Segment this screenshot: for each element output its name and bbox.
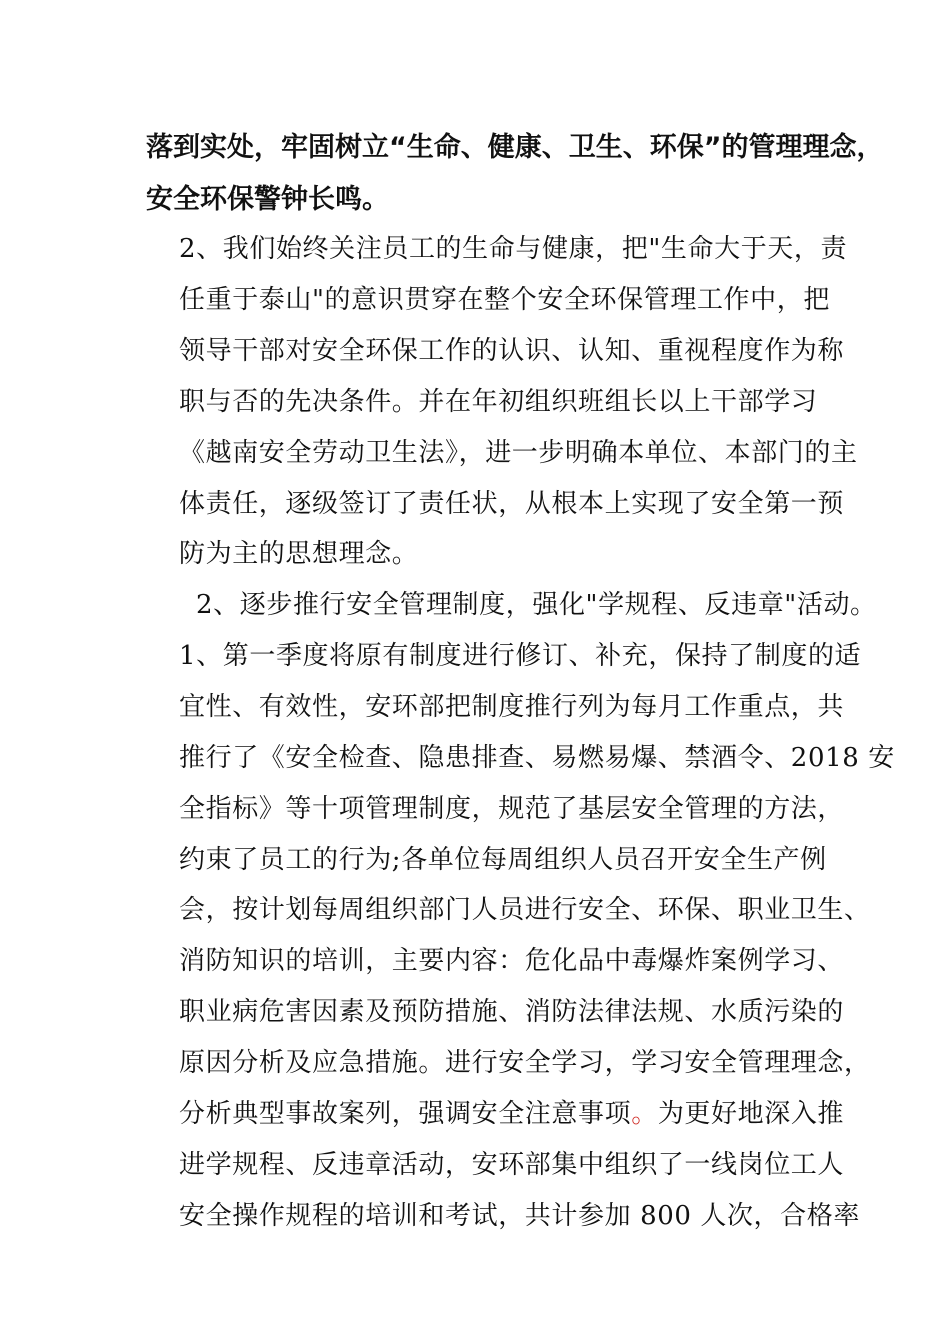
text-line-1: 落到实处，牢固树立“生命、健康、卫生、环保”的管理理念， [146, 132, 884, 163]
text-line-22: 安全操作规程的培训和考试，共计参加 800 人次，合格率 [179, 1201, 860, 1231]
text-line-14: 全指标》等十项管理制度，规范了基层安全管理的方法， [179, 794, 845, 824]
text-line-7: 《越南安全劳动卫生法》，进一步明确本单位、本部门的主 [179, 438, 858, 468]
text-line-3: 2、我们始终关注员工的生命与健康，把"生命大于天，责 [179, 234, 848, 264]
text-line-16: 会，按计划每周组织部门人员进行安全、环保、职业卫生、 [179, 895, 871, 925]
section-heading: 2、逐步推行安全管理制度，强化"学规程、反违章"活动。 [196, 590, 877, 620]
text-line-9: 防为主的思想理念。 [179, 539, 419, 569]
text-line-20 [179, 1101, 844, 1127]
text-line-13: 推行了《安全检查、隐患排查、易燃易爆、禁酒令、2018 安 [179, 743, 895, 773]
text-line-8: 体责任，逐级签订了责任状，从根本上实现了安全第一预 [179, 489, 845, 519]
text-line-17: 消防知识的培训，主要内容：危化品中毒爆炸案例学习、 [179, 946, 845, 976]
text-line-2: 安全环保警钟长鸣。 [146, 184, 389, 215]
text-line-18: 职业病危害因素及预防措施、消防法律法规、水质污染的 [179, 997, 845, 1027]
text-line-4: 任重于泰山"的意识贯穿在整个安全环保管理工作中，把 [179, 285, 830, 315]
text-line-15: 约束了员工的行为;各单位每周组织人员召开安全生产例 [179, 845, 827, 875]
text-line-19: 原因分析及应急措施。进行安全学习，学习安全管理理念， [179, 1048, 871, 1078]
text-line-21: 进学规程、反违章活动，安环部集中组织了一线岗位工人 [179, 1150, 845, 1180]
text-line-20-start: 分析典型事故案列，强调安全注意事项 [179, 1099, 632, 1129]
text-line-11: 1、第一季度将原有制度进行修订、补充，保持了制度的适 [179, 641, 862, 671]
text-line-6: 职与否的先决条件。并在年初组织班组长以上干部学习 [179, 387, 818, 417]
text-line-5: 领导干部对安全环保工作的认识、认知、重视程度作为称 [179, 336, 845, 366]
red-period-mark: 。 [631, 1099, 658, 1129]
text-line-20-end: 为更好地深入推 [657, 1099, 845, 1129]
text-line-12: 宜性、有效性，安环部把制度推行列为每月工作重点，共 [179, 692, 845, 722]
